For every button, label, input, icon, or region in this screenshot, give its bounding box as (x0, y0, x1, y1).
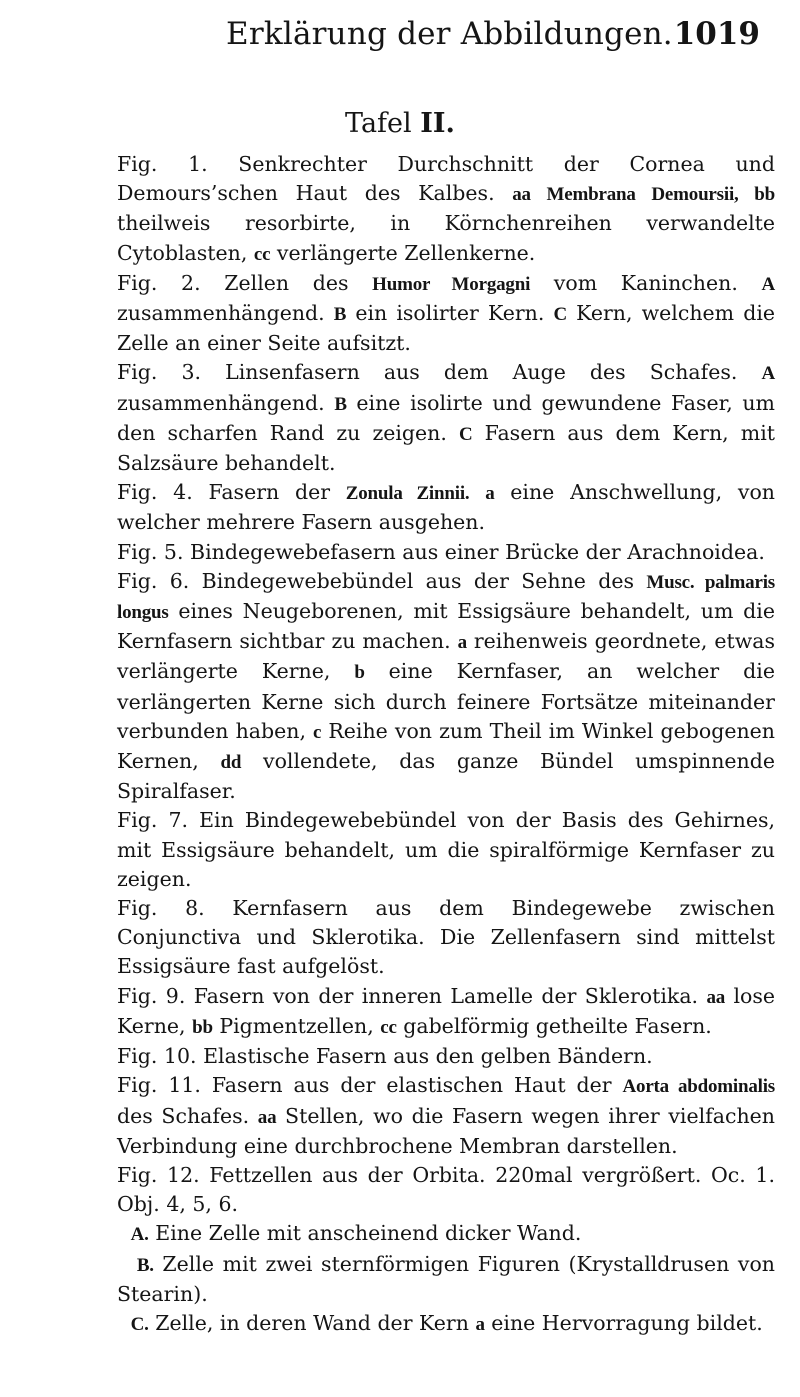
figure-label: Fig. 10. (117, 1044, 197, 1069)
figure-entry (117, 269, 775, 359)
plate-roman: II. (420, 108, 455, 139)
figure-text: eine Anschwellung, von welcher mehrere Fasern ausgehen. (117, 480, 775, 535)
figure-label: Fig. 7. (117, 808, 189, 833)
sub-item-text: Zelle mit zwei sternförmigen Figuren (Krystalldrusen von Stearin). (117, 1251, 775, 1306)
latin-term: b (354, 662, 365, 684)
figure-label: Fig. 8. (117, 896, 205, 921)
figure-entry (117, 1042, 775, 1071)
latin-term: B (334, 393, 347, 415)
figure-entry (117, 538, 775, 567)
figure-entry (117, 150, 775, 269)
latin-term: bb (192, 1016, 213, 1038)
figure-text: vollendete, das ganze Bündel umspinnende Spiralfaser. (117, 749, 775, 804)
page-number: 1019 (673, 16, 760, 52)
figure-text (469, 480, 485, 504)
figure-text: reihenweis geordnete, etwas verlängerte Kerne, (117, 629, 775, 684)
sub-item-label: A. (117, 1224, 149, 1246)
running-header (168, 16, 770, 66)
sub-item-text: Eine Zelle mit anscheinend dicker Wand. (148, 1221, 582, 1246)
figure-text: zusammenhängend. (117, 390, 335, 415)
figure-label: Fig. 3. (117, 360, 202, 385)
figure-text: Kern, welchem die Zelle an einer Seite aufsitzt. (117, 301, 776, 356)
figure-text: theilweis resorbirte, in Körnchenreihen verwandelte Cytoblasten, (117, 211, 775, 265)
plate-word: Tafel (345, 108, 412, 139)
figure-label: Fig. 4. (117, 480, 193, 505)
figure-text: Bindegewebebündel aus der Sehne des (189, 568, 647, 593)
figure-text: eines Neugeborenen, mit Essigsäure behandelt, um die Kernfasern sichtbar zu machen. (117, 599, 775, 654)
figure-text: Pigmentzellen, (212, 1013, 381, 1038)
latin-term: B (333, 304, 347, 326)
figure-entry (117, 982, 775, 1042)
latin-term: C (553, 304, 567, 326)
figure-entry (117, 567, 775, 807)
figure-text: Reihe von zum Theil im Winkel gebogenen Kernen, (117, 718, 775, 774)
latin-term: aa (706, 986, 726, 1008)
latin-term: aa (257, 1106, 277, 1128)
header-title: Erklärung der Abbildungen. (226, 16, 673, 52)
figure-text: ein isolirter Kern. (346, 301, 554, 326)
latin-term: Musc. palmaris longus (117, 571, 775, 624)
latin-term: dd (220, 752, 242, 774)
figure-entry (117, 1161, 775, 1219)
figure-legend-body (117, 150, 775, 1339)
figure-text: vom Kaninchen. (530, 270, 762, 295)
figure-label: Fig. 2. (117, 270, 201, 295)
figure-text: Fettzellen aus der Orbita. 220mal vergrößert. Oc. 1. Obj. 4, 5, 6. (117, 1162, 775, 1217)
figure-label: Fig. 6. (117, 568, 190, 593)
figure-label: Fig. 11. (117, 1073, 201, 1098)
latin-term: a (485, 483, 495, 505)
figure-text: zusammenhängend. (117, 301, 334, 326)
figure-entry (117, 894, 775, 982)
plate-title (0, 108, 800, 139)
figure-text: Ein Bindegewebebündel von der Basis des Gehirnes, mit Essigsäure behandelt, um die spiralförmige Kernfaser zu zeigen. (117, 808, 775, 891)
latin-term: a (457, 632, 467, 654)
figure-label: Fig. 12. (117, 1162, 200, 1187)
latin-term: Aorta abdominalis (622, 1076, 775, 1098)
latin-term: aa Membrana Demoursii, bb (512, 184, 775, 206)
figure-text: eine Kernfaser, an welcher die verlängerten Kerne sich durch feinere Fortsätze miteinander verbunden haben, (117, 659, 775, 743)
figure-text: Zellen des (200, 270, 373, 295)
latin-term: Humor Morgagni (372, 273, 531, 295)
figure-text: Linsenfasern aus dem Auge des Schafes. (201, 360, 762, 385)
sub-item-text: eine Hervorragung bildet. (484, 1310, 763, 1335)
sub-item (117, 1250, 775, 1309)
figure-text: lose Kerne, (117, 983, 775, 1038)
latin-term: a (475, 1313, 485, 1335)
latin-term: A (761, 363, 775, 385)
sub-item-text: Zelle, in deren Wand der Kern (148, 1310, 476, 1335)
figure-text: Bindegewebefasern aus einer Brücke der Arachnoidea. (183, 539, 765, 564)
figure-label: Fig. 1. (117, 152, 208, 176)
sub-item (117, 1309, 775, 1339)
figure-text: Stellen, wo die Fasern wegen ihrer vielfachen Verbindung eine durchbrochene Membran darstellen. (117, 1103, 775, 1158)
latin-term: Zonula Zinnii. (345, 483, 470, 505)
figure-entry (117, 478, 775, 537)
latin-term: c (313, 721, 322, 743)
figure-text: des Schafes. (117, 1103, 258, 1128)
figure-text: Kernfasern aus dem Bindegewebe zwischen Conjunctiva und Sklerotika. Die Zellenfasern sind mittelst Essigsäure fast aufgelöst. (117, 896, 775, 979)
latin-term: A (761, 273, 775, 295)
figure-entry (117, 358, 775, 478)
sub-item (117, 1219, 775, 1249)
latin-term: cc (380, 1016, 397, 1038)
figure-text: gabelförmig getheilte Fasern. (396, 1013, 712, 1038)
latin-term: C (459, 423, 473, 445)
figure-text: Fasern aus dem Kern, mit Salzsäure behandelt. (117, 420, 775, 476)
figure-entry (117, 1071, 775, 1161)
sub-item-label: C. (117, 1313, 149, 1335)
figure-text: Elastische Fasern aus den gelben Bändern. (196, 1044, 653, 1069)
figure-text: Senkrechter Durchschnitt der Cornea und Demours’schen Haut des Kalbes. (117, 152, 776, 206)
figure-text: eine isolirte und gewundene Faser, um den scharfen Rand zu zeigen. (117, 390, 775, 445)
figure-label: Fig. 5. (117, 539, 184, 564)
figure-text: verlängerte Zellenkerne. (270, 240, 536, 265)
figure-label: Fig. 9. (117, 983, 186, 1008)
figure-entry (117, 806, 775, 894)
figure-text: Fasern von der inneren Lamelle der Sklerotika. (185, 983, 707, 1008)
latin-term: cc (253, 243, 271, 265)
figure-text: Fasern aus der elastischen Haut der (200, 1073, 623, 1098)
figure-text: Fasern der (192, 480, 346, 505)
sub-item-label: B. (117, 1254, 154, 1276)
